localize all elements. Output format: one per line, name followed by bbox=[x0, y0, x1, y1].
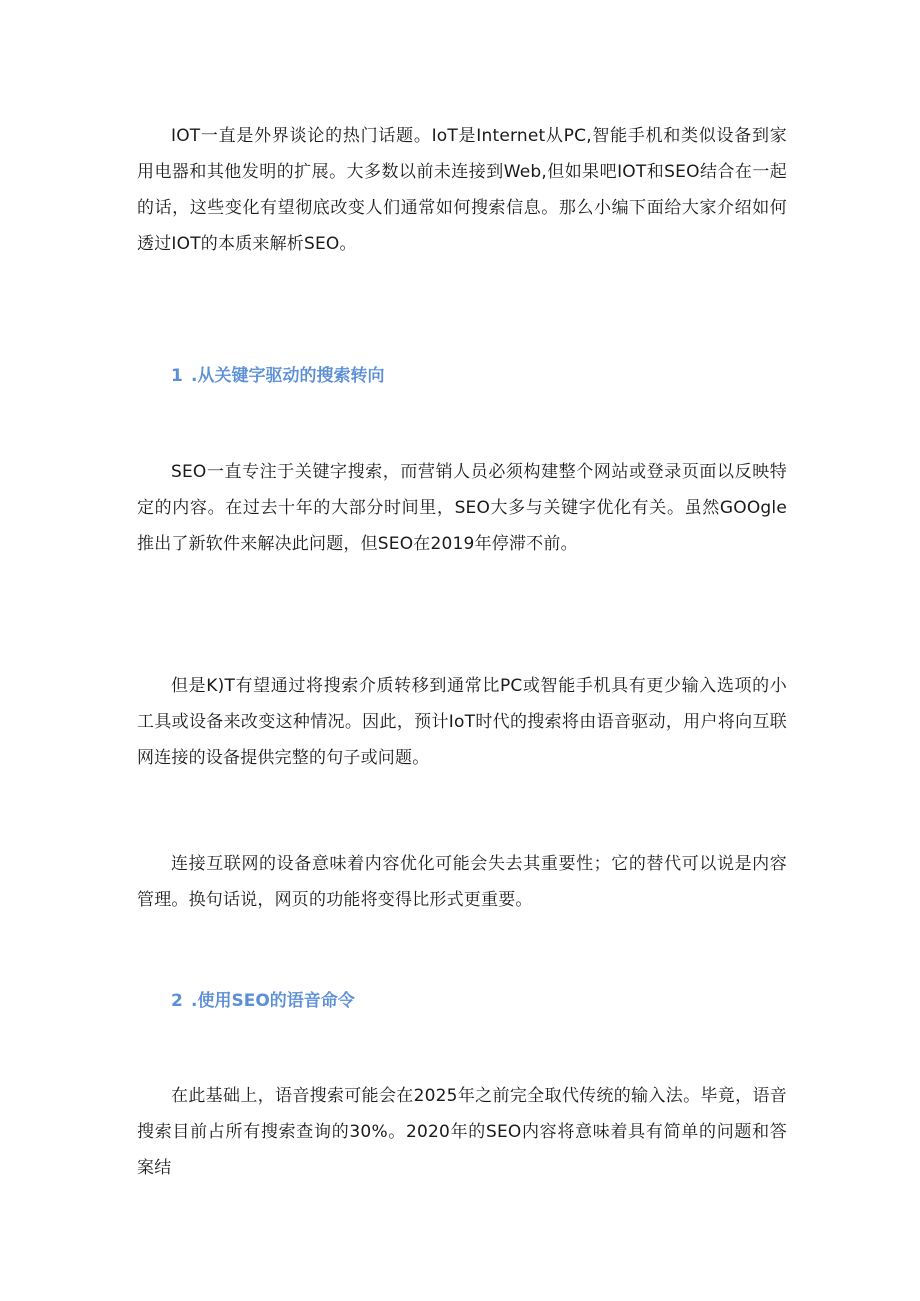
paragraph-content-management: 连接互联网的设备意味着内容优化可能会失去其重要性；它的替代可以说是内容管理。换句话说，网页的功能将变得比形式更重要。 bbox=[137, 854, 787, 910]
section-heading-1-number: 1 bbox=[171, 366, 183, 386]
section-heading-1 bbox=[171, 364, 384, 388]
intro-paragraph: IOT一直是外界谈论的热门话题。IoT是Internet从PC,智能手机和类似设备到家用电器和其他发明的扩展。大多数以前未连接到Web,但如果吧IOT和SEO结合在一起的话，这些变化有望彻底改变人们通常如何搜索信息。那么小编下面给大家介绍如何透过IOT的本质来解析SEO。 bbox=[137, 126, 787, 254]
paragraph-voice-search: 在此基础上，语音搜索可能会在2025年之前完全取代传统的输入法。毕竟，语音搜索目前占所有搜索查询的30%。2020年的SEO内容将意味着具有简单的问题和答案结 bbox=[137, 1086, 787, 1178]
section-heading-2-number: 2 bbox=[171, 991, 183, 1011]
section-heading-2-bold: SEO bbox=[231, 991, 270, 1011]
section-heading-2-post: 的语音命令 bbox=[269, 991, 355, 1011]
paragraph-iot-devices: 但是K)T有望通过将搜索介质转移到通常比PC或智能手机具有更少输入选项的小工具或设备来改变这种情况。因此，预计IoT时代的搜索将由语音驱动，用户将向互联网连接的设备提供完整的句子或问题。 bbox=[137, 676, 787, 768]
section-heading-2-pre: .使用 bbox=[191, 991, 232, 1011]
paragraph-keyword-search: SEO一直专注于关键字搜索，而营销人员必须构建整个网站或登录页面以反映特定的内容。在过去十年的大部分时间里，SEO大多与关键字优化有关。虽然GOOgle推出了新软件来解决此问题，但SEO在2019年停滞不前。 bbox=[137, 462, 787, 554]
section-heading-1-text: .从关键字驱动的搜索转向 bbox=[191, 366, 385, 386]
section-heading-2 bbox=[171, 989, 355, 1013]
